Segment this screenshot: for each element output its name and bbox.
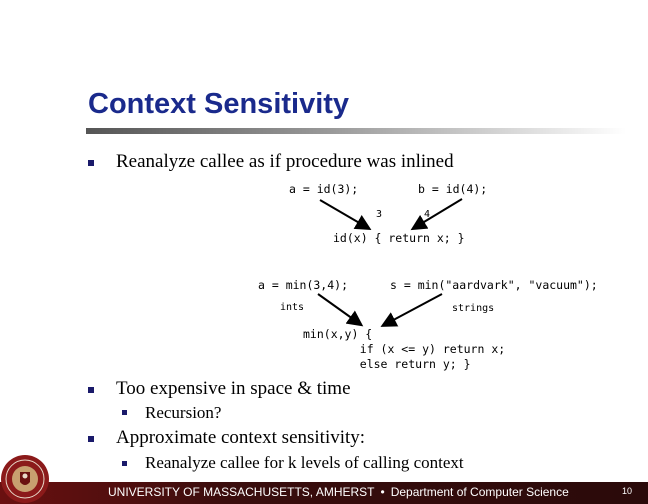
code-callee-min-line3: else return y; } [339,357,471,371]
sub-bullet-text: Reanalyze callee for k levels of calling context [145,453,464,472]
arg-label-right: 4 [424,209,431,220]
footer-separator: • [380,485,385,499]
footer-institution: UNIVERSITY OF MASSACHUSETTS, AMHERST [108,485,375,499]
arrow-strings [384,294,442,325]
code-left-call: a = id(3); [289,182,359,196]
code-min-ints-call: a = min(3,4); [258,278,349,292]
sub-bullet-text: Recursion? [145,403,222,422]
code-callee-id: id(x) { return x; } [333,231,465,245]
bullet-text: Too expensive in space & time [116,378,351,399]
arrow-ints [318,294,360,324]
slide-title: Context Sensitivity [88,88,350,120]
sub-bullet-marker [122,410,127,415]
bullet-text: Reanalyze callee as if procedure was inlined [116,151,454,172]
footer-text [108,485,569,499]
footer-bar [0,482,648,504]
code-callee-min-line1: min(x,y) { [303,327,373,341]
footer-department: Department of Computer Science [390,485,569,499]
label-ints: ints [280,302,305,313]
arg-label-left: 3 [376,209,383,220]
code-min-strings-call: s = min("aardvark", "vacuum"); [390,278,598,292]
bullet-text: Approximate context sensitivity: [116,427,366,448]
page-number: 10 [621,486,632,496]
label-strings: strings [452,303,495,314]
code-callee-min-line2: if (x <= y) return x; [339,342,506,356]
university-seal-icon [0,452,50,504]
bullet-marker [88,436,94,442]
arrow-right-call [414,199,462,228]
arrow-left-call [320,200,368,228]
sub-bullet-marker [122,461,127,466]
bullet-marker [88,387,94,393]
code-right-call: b = id(4); [418,182,488,196]
